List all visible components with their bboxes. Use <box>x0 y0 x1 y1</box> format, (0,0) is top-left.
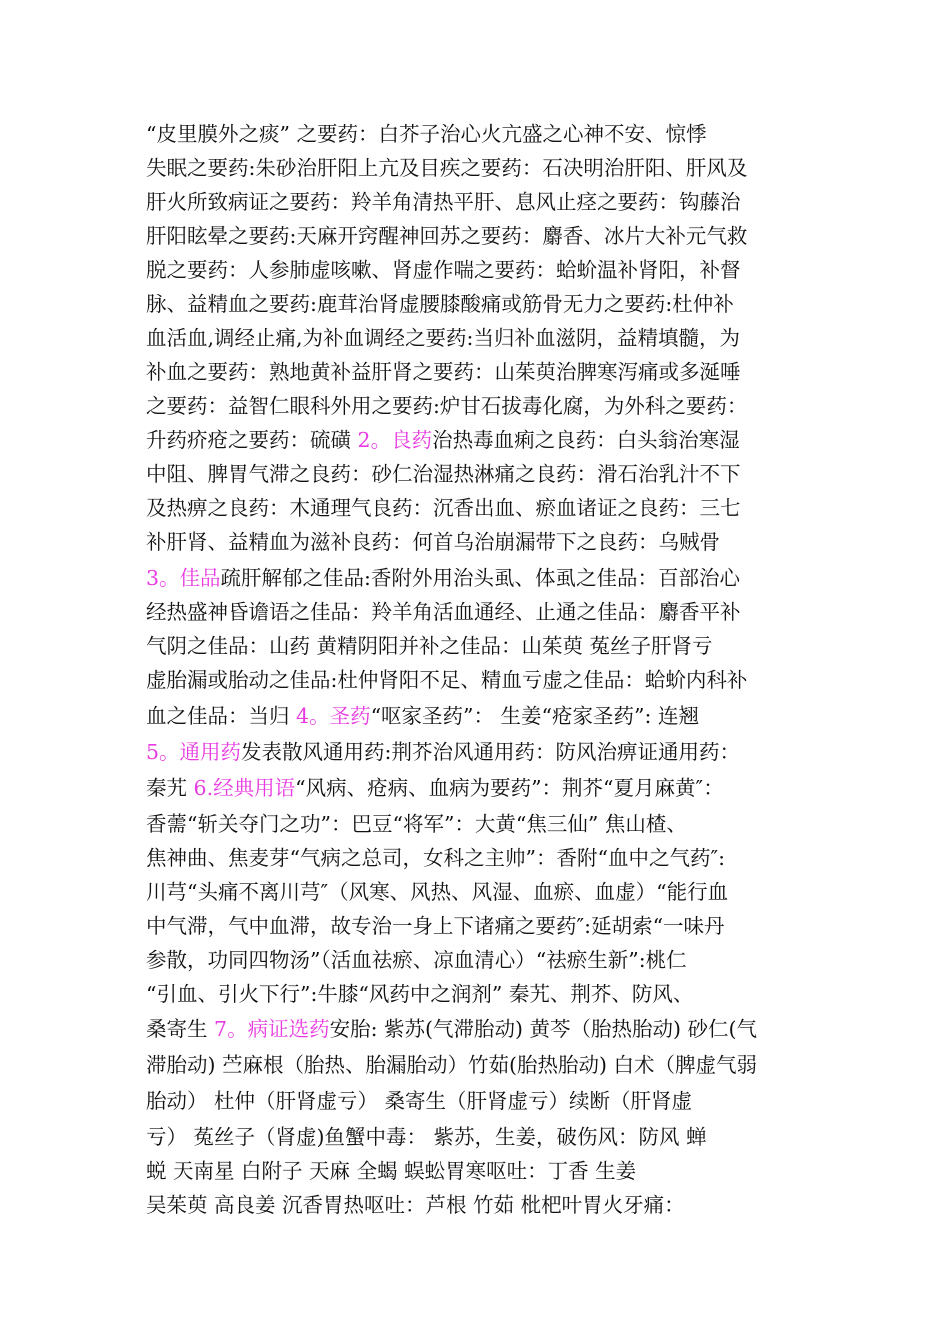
text-segment: 中阻、脾胃气滞之良药：砂仁治湿热淋痛之良药：滑石治乳汁不下 <box>146 462 741 486</box>
text-line <box>146 151 826 185</box>
text-line <box>146 771 826 805</box>
text-line <box>146 185 826 219</box>
text-segment: “呕家圣药”： 生姜“疮家圣药”: 连翘 <box>370 704 699 728</box>
text-line <box>146 1188 826 1222</box>
text-line <box>146 423 826 457</box>
text-segment: 治热毒血痢之良药：白头翁治寒湿 <box>432 428 740 452</box>
text-line <box>146 629 826 663</box>
text-segment: 安胎: 紫苏(气滞胎动) 黄芩（胎热胎动) 砂仁(气 <box>329 1017 758 1041</box>
text-line <box>146 663 826 697</box>
text-segment: 血之佳品：当归 <box>146 704 297 728</box>
text-segment: 肝阳眩晕之要药:天麻开窍醒神回苏之要药：麝香、冰片大补元气救 <box>146 224 748 248</box>
text-segment: 脱之要药：人参肺虚咳嗽、肾虚作喘之要药：蛤蚧温补肾阳，补督 <box>146 258 741 282</box>
text-segment: “皮里膜外之痰” 之要药：白芥子治心火亢盛之心神不安、惊悸 <box>146 122 707 146</box>
text-segment: 发表散风通用药:荆芥治风通用药：防风治痹证通用药： <box>241 740 740 764</box>
text-line <box>146 841 826 875</box>
section-heading: 7。病证选药 <box>214 1017 330 1041</box>
text-segment: 虚胎漏或胎动之佳品:杜仲肾阳不足、精血亏虚之佳品：蛤蚧内科补 <box>146 668 748 692</box>
text-segment: 香薷“斩关夺门之功”：巴豆“将军”：大黄“焦三仙” 焦山楂、 <box>146 812 687 836</box>
text-line <box>146 1084 826 1118</box>
text-segment: 升药疥疮之要药：硫磺 <box>146 428 358 452</box>
text-line <box>146 117 826 151</box>
text-line <box>146 321 826 355</box>
text-segment: 中气滞，气中血滞，故专治一身上下诸痛之要药″:延胡索“一味丹 <box>146 914 725 938</box>
section-heading: 6.经典用语 <box>193 776 296 800</box>
text-line <box>146 525 826 559</box>
text-line <box>146 355 826 389</box>
text-line <box>146 457 826 491</box>
text-segment: 经热盛神昏谵语之佳品：羚羊角活血通经、止通之佳品：麝香平补 <box>146 600 741 624</box>
text-line <box>146 807 826 841</box>
text-segment: 疏肝解郁之佳品:香附外用治头虱、体虱之佳品：百部治心 <box>220 566 740 590</box>
text-line <box>146 1120 826 1154</box>
text-segment: 秦艽 <box>146 776 194 800</box>
text-segment: 脉、益精血之要药:鹿茸治肾虚腰膝酸痛或筋骨无力之要药:杜仲补 <box>146 292 734 316</box>
text-line <box>146 595 826 629</box>
text-segment: 参散，功同四物汤”（活血祛瘀、凉血清心）“祛瘀生新”:桃仁 <box>146 948 687 972</box>
text-segment: 胎动） 杜仲（肝肾虚亏） 桑寄生（肝肾虚亏）续断（肝肾虚 <box>146 1089 693 1113</box>
text-segment: 桑寄生 <box>146 1017 215 1041</box>
text-line <box>146 491 826 525</box>
text-segment: 滞胎动) 苎麻根（胎热、胎漏胎动）竹茹(胎热胎动) 白术（脾虚气弱 <box>146 1053 758 1077</box>
text-segment: 补肝肾、益精血为滋补良药：何首乌治崩漏带下之良药：乌贼骨 <box>146 530 720 554</box>
text-segment: 蜕 天南星 白附子 天麻 全蝎 蜈蚣胃寒呕吐：丁香 生姜 <box>146 1159 637 1183</box>
section-heading: 2。良药 <box>357 428 433 452</box>
text-segment: 血活血,调经止痛,为补血调经之要药:当归补血滋阴，益精填髓，为 <box>146 326 740 350</box>
text-line <box>146 389 826 423</box>
text-segment: 之要药：益智仁眼科外用之要药:炉甘石拔毒化腐，为外科之要药： <box>146 394 748 418</box>
section-heading: 3。佳品 <box>146 566 221 590</box>
text-segment: 补血之要药：熟地黄补益肝肾之要药：山茱萸治脾寒泻痛或多涎唾 <box>146 360 741 384</box>
section-heading: 5。通用药 <box>146 740 242 764</box>
text-line <box>146 977 826 1011</box>
text-line <box>146 875 826 909</box>
text-line <box>146 1154 826 1188</box>
text-line <box>146 699 826 733</box>
text-line <box>146 943 826 977</box>
text-segment: “风病、疮病、血病为要药”：荆芥“夏月麻黄″： <box>295 776 724 800</box>
text-line <box>146 909 826 943</box>
text-line <box>146 219 826 253</box>
section-heading: 4。圣药 <box>296 704 371 728</box>
text-line <box>146 287 826 321</box>
text-segment: 亏） 菟丝子（肾虚)鱼蟹中毒： 紫苏，生姜，破伤风：防风 蝉 <box>146 1125 707 1149</box>
text-segment: 川芎“头痛不离川芎″（风寒、风热、风湿、血瘀、血虚）“能行血 <box>146 880 729 904</box>
text-line <box>146 1048 826 1082</box>
text-segment: 肝火所致病证之要药：羚羊角清热平肝、息风止痉之要药：钩藤治 <box>146 190 741 214</box>
text-segment: 吴茱萸 高良姜 沉香胃热呕吐：芦根 竹茹 枇杷叶胃火牙痛： <box>146 1193 685 1217</box>
text-segment: 焦神曲、焦麦芽“气病之总司，女科之主帅”：香附“血中之气药″: <box>146 846 726 870</box>
text-segment: 及热痹之良药：木通理气良药：沉香出血、瘀血诸证之良药：三七 <box>146 496 741 520</box>
text-segment: “引血、引火下行”:牛膝“风药中之润剂” 秦艽、荆芥、防风、 <box>146 982 694 1006</box>
text-line <box>146 253 826 287</box>
text-segment: 失眠之要药:朱砂治肝阳上亢及目疾之要药：石决明治肝阳、肝风及 <box>146 156 748 180</box>
text-line <box>146 1012 826 1046</box>
text-line <box>146 561 826 595</box>
text-segment: 气阴之佳品：山药 黄精阴阳并补之佳品：山茱萸 菟丝子肝肾亏 <box>146 634 713 658</box>
text-line <box>146 735 826 769</box>
